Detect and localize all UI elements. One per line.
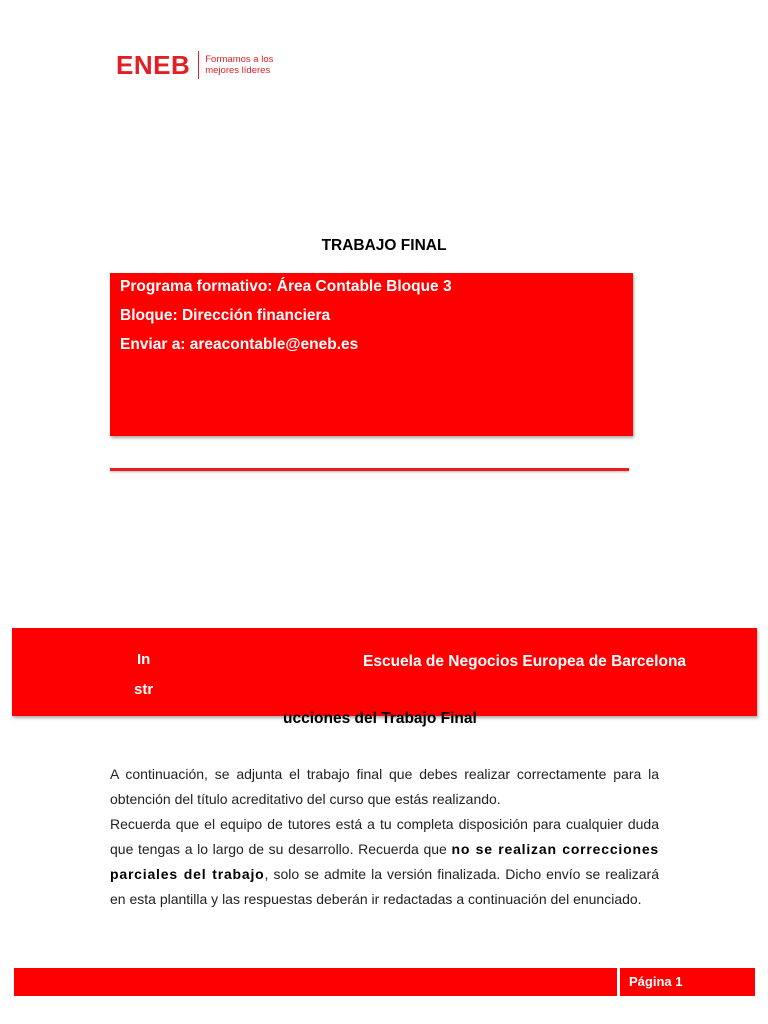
send-to-line: Enviar a: areacontable@eneb.es xyxy=(120,336,359,353)
instructions-body xyxy=(110,762,659,912)
paragraph-reminder-emphasis: no se realizan correcciones parciales del trabajo xyxy=(110,841,659,882)
paragraph-reminder-start: Recuerda que el equipo de tutores está a tu completa disposición para cualquier duda que tengas a lo largo de su desarrollo. Recuerda que xyxy=(110,816,659,857)
paragraph-reminder xyxy=(110,812,659,912)
program-info-box xyxy=(110,273,633,436)
logo-wordmark: ENEB xyxy=(116,50,191,80)
instructions-fragment-1: In xyxy=(137,651,151,668)
instructions-fragment-2: str xyxy=(134,681,154,698)
logo-tagline-line2: mejores líderes xyxy=(205,65,271,76)
instructions-heading: ucciones del Trabajo Final xyxy=(283,710,477,727)
page-number-box xyxy=(620,968,755,996)
paragraph-reminder-end: , solo se admite la versión finalizada. Dicho envío se realizará en esta plantilla y las respuestas deberán ir redactadas a continuación del enunciado. xyxy=(110,866,659,907)
document-title: TRABAJO FINAL xyxy=(321,237,447,254)
block-line: Bloque: Dirección financiera xyxy=(120,307,331,324)
page-number: Página 1 xyxy=(629,974,683,989)
school-name: Escuela de Negocios Europea de Barcelona xyxy=(363,653,687,670)
logo-tagline xyxy=(205,54,273,76)
logo-tagline-line1: Formamos a los xyxy=(205,54,274,65)
eneb-logo xyxy=(116,50,273,80)
program-line: Programa formativo: Área Contable Bloque 3 xyxy=(120,278,452,295)
logo-separator xyxy=(198,51,199,79)
paragraph-intro: A continuación, se adjunta el trabajo final que debes realizar correctamente para la obtención del título acreditativo del curso que estás realizando. xyxy=(110,766,659,807)
school-band xyxy=(12,628,757,716)
red-divider xyxy=(110,468,629,471)
footer-bar xyxy=(14,968,617,996)
